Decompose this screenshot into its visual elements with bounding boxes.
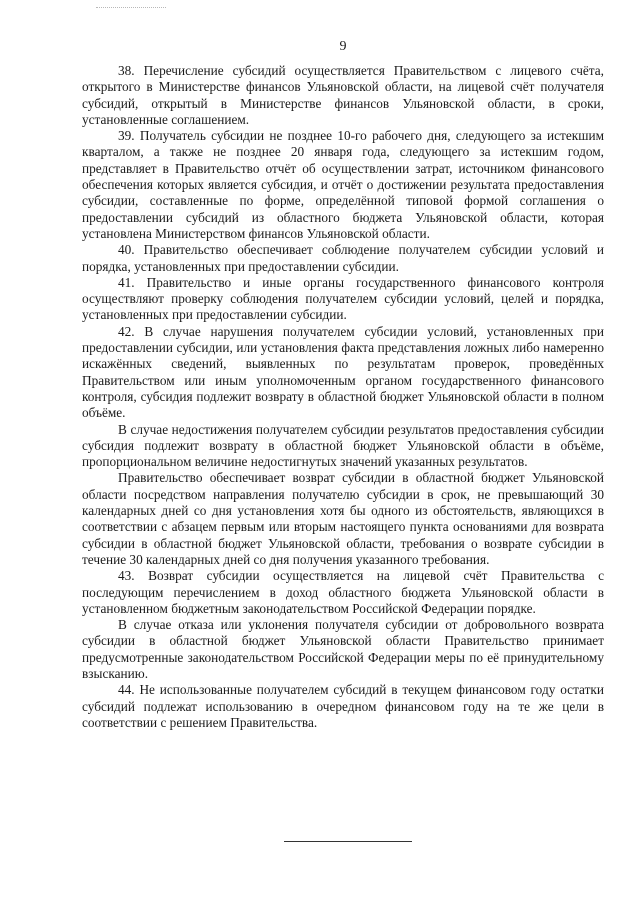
document-body bbox=[82, 63, 604, 731]
end-of-text-divider bbox=[284, 841, 412, 842]
paragraph-39: 39. Получатель субсидии не позднее 10-го рабочего дня, следующего за истекшим кварталом, а также не позднее 20 января года, следующего за истекшим годом, представляет в Правительство отчёт об осуществлении затрат, источником финансового обеспечения которых является субсидия, и отчёт о достижении результата предоставления субсидии, составленные по форме, определённой типовой формой соглашения о предоставлении субсидий из областного бюджета Ульяновской области, которая установлена Министерством финансов Ульяновской области. bbox=[82, 128, 604, 241]
scan-artifact bbox=[96, 7, 166, 8]
paragraph-38: 38. Перечисление субсидий осуществляется Правительством с лицевого счёта, открытого в Министерстве финансов Ульяновской области, на лицевой счёт получателя субсидий, открытый в Министерстве финансов Ульяновской области, в сроки, установленные соглашением. bbox=[82, 63, 604, 127]
paragraph-43-clause-2: В случае отказа или уклонения получателя субсидии от добровольного возврата субсидии в областной бюджет Ульяновской области Правительство принимает предусмотренные законодательством Российской Федерации меры по её принудительному взысканию. bbox=[82, 617, 604, 681]
paragraph-42-clause-3: Правительство обеспечивает возврат субсидии в областной бюджет Ульяновской области посредством направления получателю субсидии в срок, не превышающий 30 календарных дней со дня установления хотя бы одного из обстоятельств, являющихся в соответствии с абзацем первым или вторым настоящего пункта основаниями для возврата субсидии в областной бюджет Ульяновской области, требования о возврате субсидии в течение 30 календарных дней со дня получения указанного требования. bbox=[82, 470, 604, 567]
paragraph-42-clause-2: В случае недостижения получателем субсидии результатов предоставления субсидии субсидия подлежит возврату в областной бюджет Ульяновской области в объёме, пропорциональном величине недостигнутых значений указанных результатов. bbox=[82, 421, 604, 470]
paragraph-41: 41. Правительство и иные органы государственного финансового контроля осуществляют проверку соблюдения получателем субсидии условий, целей и порядка, установленных при предоставлении субсидии. bbox=[82, 274, 604, 323]
page-number: 9 bbox=[339, 39, 347, 54]
paragraph-40: 40. Правительство обеспечивает соблюдение получателем субсидии условий и порядка, установленных при предоставлении субсидии. bbox=[82, 242, 604, 274]
paragraph-42: 42. В случае нарушения получателем субсидии условий, установленных при предоставлении субсидии, или установления факта представления ложных либо намеренно искажённых сведений, выявленных по результатам проверок, проведённых Правительством или иным уполномоченным органом государственного финансового контроля, субсидия подлежит возврату в областной бюджет Ульяновской области в полном объёме. bbox=[82, 323, 604, 421]
paragraph-44: 44. Не использованные получателем субсидий в текущем финансовом году остатки субсидий подлежат использованию в очередном финансовом году на те же цели в соответствии с решением Правительства. bbox=[82, 682, 604, 730]
paragraph-43: 43. Возврат субсидии осуществляется на лицевой счёт Правительства с последующим перечислением в доход областного бюджета Ульяновской области в установленном бюджетным законодательством Российской Федерации порядке. bbox=[82, 568, 604, 616]
